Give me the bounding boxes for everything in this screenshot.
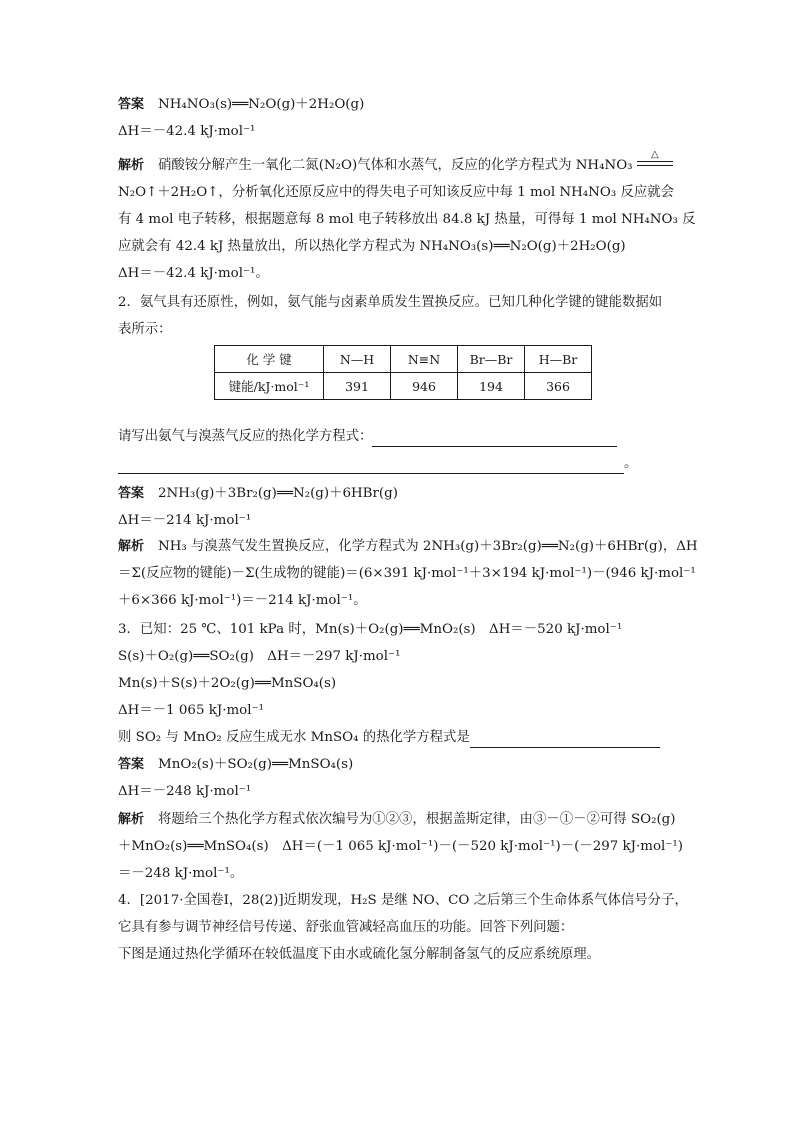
q3-line-1: 3．已知：25 ℃、101 kPa 时，Mn(s)＋O₂(g)══MnO₂(s) ΔH＝－520 kJ·mol⁻¹: [118, 622, 623, 637]
q2-analysis-line-1: 解析 NH₃ 与溴蒸气发生置换反应，化学方程式为 2NH₃(g)＋3Br₂(g)══N₂(g)＋6HBr(g)，ΔH: [118, 539, 698, 554]
q4-line-3: 下图是通过热化学循环在较低温度下由水或硫化氢分解制备氢气的反应系统原理。: [118, 947, 601, 962]
q2-blank-line-2: 。: [118, 454, 637, 474]
answer-label: 答案: [118, 486, 145, 501]
q2-analysis-line-2: ＝Σ(反应物的键能)－Σ(生成物的键能)＝(6×391 kJ·mol⁻¹＋3×194 kJ·mol⁻¹)－(946 kJ·mol⁻¹: [118, 566, 696, 581]
q3-line-4: ΔH＝－1 065 kJ·mol⁻¹: [118, 703, 264, 718]
q1-answer-line: [118, 95, 364, 115]
table-cell: 946: [391, 373, 458, 400]
analysis-label: 解析: [118, 812, 145, 827]
q2-answer-line: [118, 484, 398, 504]
answer-label: 答案: [118, 757, 145, 772]
q1-analysis-line-3: 有 4 mol 电子转移，根据题意每 8 mol 电子转移放出 84.8 kJ 热量，可得每 1 mol NH₄NO₃ 反: [118, 212, 696, 227]
analysis-label: 解析: [118, 158, 145, 173]
table-header-cell: H—Br: [525, 346, 592, 373]
q2-answer-dh: ΔH＝－214 kJ·mol⁻¹: [118, 513, 252, 528]
table-cell: 366: [525, 373, 592, 400]
q3-analysis-line-2: ＋MnO₂(s)══MnSO₄(s) ΔH＝(－1 065 kJ·mol⁻¹)－(－520 kJ·mol⁻¹)－(－297 kJ·mol⁻¹): [118, 839, 683, 854]
q4-line-1: 4．[2017·全国卷Ⅰ，28(2)]近期发现，H₂S 是继 NO、CO 之后第三个生命体系气体信号分子，: [118, 893, 688, 908]
table-header-cell: N≡N: [391, 346, 458, 373]
table-header-row: [215, 346, 592, 373]
reaction-equals-sign: [637, 161, 673, 166]
table-header-cell: Br—Br: [458, 346, 525, 373]
q3-analysis-line-3: ＝－248 kJ·mol⁻¹。: [118, 866, 244, 881]
q1-analysis-line-5: ΔH＝－42.4 kJ·mol⁻¹。: [118, 266, 269, 281]
q1-analysis-line-4: 应就会有 42.4 kJ 热量放出，所以热化学方程式为 NH₄NO₃(s)══N₂O(g)＋2H₂O(g): [118, 239, 626, 254]
table-cell: 194: [458, 373, 525, 400]
answer-label: 答案: [118, 97, 145, 112]
q3-line-2: S(s)＋O₂(g)══SO₂(g) ΔH＝－297 kJ·mol⁻¹: [118, 649, 401, 664]
q1-analysis-line-1: 解析 硝酸铵分解产生一氧化二氮(N₂O)气体和水蒸气，反应的化学方程式为 NH₄NO₃: [118, 158, 633, 173]
answer-blank[interactable]: [372, 432, 617, 447]
analysis-label: 解析: [118, 539, 145, 554]
q2-answer-equation: 2NH₃(g)＋3Br₂(g)══N₂(g)＋6HBr(g): [158, 486, 398, 501]
answer-blank[interactable]: [470, 733, 660, 748]
q1-answer-dh: ΔH＝－42.4 kJ·mol⁻¹: [118, 124, 256, 139]
q3-line-3: Mn(s)＋S(s)＋2O₂(g)══MnSO₄(s): [118, 676, 337, 691]
q3-prompt-line: 则 SO₂ 与 MnO₂ 反应生成无水 MnSO₄ 的热化学方程式是: [118, 728, 660, 748]
q1-analysis-line-2: N₂O↑＋2H₂O↑，分析氧化还原反应中的得失电子可知该反应中每 1 mol NH₄NO₃ 反应就会: [118, 185, 675, 200]
q3-answer-dh: ΔH＝－248 kJ·mol⁻¹: [118, 784, 252, 799]
table-cell: 键能/kJ·mol⁻¹: [215, 373, 324, 400]
table-cell: 391: [324, 373, 391, 400]
q2-stem-line-1: 2．氨气具有还原性，例如，氨气能与卤素单质发生置换反应。已知几种化学键的键能数据如: [118, 295, 663, 310]
table-header-cell: N—H: [324, 346, 391, 373]
table-header-cell: 化 学 键: [215, 346, 324, 373]
answer-blank[interactable]: [118, 459, 624, 474]
q2-stem-line-2: 表所示：: [118, 322, 172, 337]
q4-line-2: 它具有参与调节神经信号传递、舒张血管减轻高血压的功能。回答下列问题：: [118, 920, 574, 935]
q2-analysis-line-3: ＋6×366 kJ·mol⁻¹)＝－214 kJ·mol⁻¹。: [118, 593, 367, 608]
q3-answer-equation: MnO₂(s)＋SO₂(g)══MnSO₄(s): [158, 757, 354, 772]
q2-prompt-line: 请写出氨气与溴蒸气反应的热化学方程式：: [118, 427, 617, 447]
heat-condition-mark: △: [651, 149, 659, 160]
table-row: [215, 373, 592, 400]
q3-analysis-line-1: 解析 将题给三个热化学方程式依次编号为①②③，根据盖斯定律，由③－①－②可得 SO₂(g): [118, 812, 676, 827]
q3-answer-line: [118, 755, 353, 775]
bond-energy-table: [214, 345, 592, 400]
q1-answer-equation: NH₄NO₃(s)══N₂O(g)＋2H₂O(g): [158, 97, 365, 112]
